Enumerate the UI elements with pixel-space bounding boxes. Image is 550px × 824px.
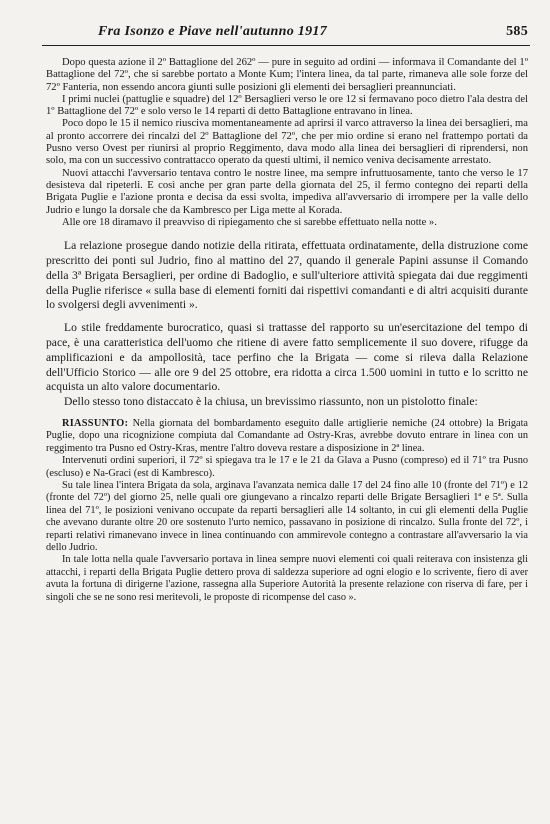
paragraph: La relazione prosegue dando notizie della ritirata, effettuata ordinatamente, della distruzione come prescritto dei ponti sul Judrio, fino al mattino del 27, quando il generale Papini assunse il Comando della 3ª Brigata Bersaglieri, per ordine di Badoglio, e sull'ulteriore attività spiegata dai due reggimenti della Puglie riferisce « sulla base di elementi forniti dai rispettivi comandanti e di altri acquisiti durante lo svolgersi degli avvenimenti ». — [46, 239, 528, 312]
paragraph: Lo stile freddamente burocratico, quasi si trattasse del rapporto su un'esercitazione del tempo di pace, è una caratteristica dell'uomo che ritiene di avere fatto semplicemente il suo dovere, rifugge da amplificazioni e da ampollosità, tace perfino che la Brigata — come si rileva dalla Relazione dell'Ufficio Storico — alle ore 9 del 25 ottobre, era ridotta a circa 1.500 uomini in tutto e lo scritto ne acquista un alto valore documentario. — [46, 321, 528, 394]
paragraph: Nuovi attacchi l'avversario tentava contro le nostre linee, ma sempre infruttuosamente, tanto che verso le 17 desisteva dal ripeterli. E così anche per gran parte della giornata del 25, il fermo contegno dei reparti della Brigata Puglie e l'azione pronta e decisa da essi svolta, impediva all'avversario di irrompere per la valle dello Judrio e lungo la dorsale che da Kambresco per Liga mette al Korada. — [46, 167, 528, 216]
summary-paragraph — [46, 418, 528, 455]
running-title: Fra Isonzo e Piave nell'autunno 1917 — [98, 24, 328, 39]
summary-text: Nella giornata del bombardamento eseguito dalle artiglierie nemiche (24 ottobre) la Brigata Puglie, dopo una ricognizione compiuta dal Comandante ad Ostry-Kras, avrebbe dovuto entrare in linea con un reggimento tra Pusno ed Ostry-Kras, mentre l'altro doveva restare a disposizione in 2ª linea. — [46, 417, 529, 454]
summary-lead: RIASSUNTO: — [62, 417, 129, 429]
header-rule — [42, 45, 530, 46]
paragraph: Dello stesso tono distaccato è la chiusa, un brevissimo riassunto, non un pistolotto finale: — [64, 395, 478, 409]
running-header — [98, 24, 528, 44]
paragraph: Poco dopo le 15 il nemico riusciva momentaneamente ad aprirsi il varco attraverso la linea dei bersaglieri, ma al pronto accorrere dei rincalzi del 2º Battaglione del 72º, che per mio ordine si erano nel frattempo portati da Pusno verso Ovest per riunirsi al proprio Reggimento, dava modo alla linea dei bersaglieri di riprendersi, non solo, ma con un successivo contrattacco operato da questi ultimi, il nemico veniva decisamente arrestato. — [46, 118, 528, 167]
summary-paragraph: Su tale linea l'intera Brigata da sola, arginava l'avanzata nemica dalle 17 del 24 fino alle 10 (fronte del 71º) e 12 (fronte del 72º) del giorno 25, nelle quali ore giungevano a rincalzo reparti delle Brigate Bersaglieri 1ª e 5ª. Sulla linea del 71º, le posizioni venivano occupate da reparti bersaglieri alle 14 soltanto, in cui gli elementi della Puglie che avevano durante oltre 20 ore sostenuto l'urto nemico, passavano in posizione di rincalzo. Sulla fronte del 72º, i reparti relativi rimanevano invece in linea continuando con ammirevole contegno a contrastare all'avversario la via dello Judrio. — [46, 479, 528, 553]
paragraph: Alle ore 18 diramavo il preavviso di ripiegamento che si sarebbe effettuato nella notte ». — [62, 216, 437, 228]
summary-block — [46, 418, 528, 604]
paragraph: I primi nuclei (pattuglie e squadre) del 12º Bersaglieri verso le ore 12 si fermavano poco dietro l'ala destra del 1º Battaglione del 72º e solo verso le 14 reparti di detto Battaglione entravano in linea. — [46, 93, 528, 118]
summary-paragraph: In tale lotta nella quale l'avversario portava in linea sempre nuovi elementi coi quali reiterava con insistenza gli attacchi, i reparti della Brigata Puglie dettero prova di saldezza superiore ad ogni elogio e lo scrivente, fiero di aver avuta la fortuna di dirigerne l'azione, rassegna alla Superiore Autorità la presente relazione con riserva di fare, per i singoli che se ne sono resi meritevoli, le proposte di ricompense del caso ». — [46, 554, 528, 603]
paragraph: Dopo questa azione il 2º Battaglione del 262º — pure in seguito ad ordini — informava il Comandante del 1º Battaglione del 72º, che si sarebbe portato a Monte Kum; l'intera linea, da tal parte, rimaneva alle sole forze del 72º Fanteria, non essendo ancora giunti sulle posizioni gli elementi dei bersaglieri preannunciati. — [46, 57, 528, 93]
page-number: 585 — [506, 24, 528, 39]
page-body — [46, 57, 528, 604]
summary-paragraph: Intervenuti ordini superiori, il 72º si spiegava tra le 17 e le 21 da Glava a Pusno (compreso) ed il 71º tra Pusno (escluso) e Na-Graci (est di Kambresco). — [46, 455, 528, 479]
